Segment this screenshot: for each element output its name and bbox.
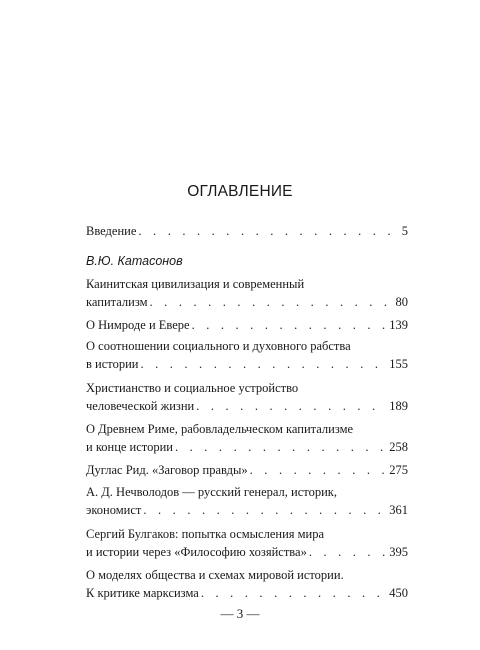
dot-leader <box>201 584 387 602</box>
toc-entry[interactable] <box>86 483 408 519</box>
toc-entry[interactable] <box>86 337 408 373</box>
toc-entry-title-line2: человеческой жизни <box>86 399 195 413</box>
toc-entry[interactable] <box>86 420 408 456</box>
toc-entry-title: О Нимроде и Евере <box>86 318 190 332</box>
toc-entry[interactable] <box>86 316 408 334</box>
toc-entry[interactable] <box>86 566 408 602</box>
toc-entry-intro[interactable] <box>86 222 408 240</box>
dot-leader <box>150 293 394 311</box>
author-name: В.Ю. Катасонов <box>86 254 183 268</box>
toc-entry-title-line2: экономист <box>86 503 142 517</box>
toc-page-number: 155 <box>389 357 408 371</box>
toc-entry-title: Введение <box>86 224 137 238</box>
toc-entry-title-line1: Сергий Булгаков: попытка осмысления мира <box>86 527 325 541</box>
toc-entry-title-line1: О моделях общества и схемах мировой истории. <box>86 568 344 582</box>
toc-entry-title: Дуглас Рид. «Заговор правды» <box>86 463 248 477</box>
toc-entry-title-line2: К критике марксизма <box>86 586 199 600</box>
toc-page-number: 258 <box>389 440 408 454</box>
toc-page-number: 189 <box>389 399 408 413</box>
toc-entry[interactable] <box>86 461 408 479</box>
toc-entry[interactable] <box>86 275 408 311</box>
toc-entry-title-line2: и конце истории <box>86 440 173 454</box>
dot-leader <box>138 222 399 240</box>
toc-page-number: 275 <box>389 463 408 477</box>
dot-leader <box>309 543 387 561</box>
toc-page-number: 5 <box>401 224 408 238</box>
dot-leader <box>140 355 387 373</box>
toc-page-number: 450 <box>389 586 408 600</box>
toc-entry-title-line1: Каинитская цивилизация и современный <box>86 277 305 291</box>
toc-entry-title-line1: Христианство и социальное устройство <box>86 381 299 395</box>
toc-entry-title-line1: О Древнем Риме, рабовладельческом капитализме <box>86 422 354 436</box>
toc-page-number: 139 <box>389 318 408 332</box>
toc-entry[interactable] <box>86 525 408 561</box>
toc-entry-title-line1: А. Д. Нечволодов — русский генерал, историк, <box>86 485 337 499</box>
page-number: — 3 — <box>220 606 260 621</box>
toc-entry-title-line2: в истории <box>86 357 139 371</box>
toc-page-number: 80 <box>395 295 408 309</box>
dot-leader <box>196 397 387 415</box>
toc-entry-title-line2: капитализм <box>86 295 148 309</box>
toc-entry-title-line2: и истории через «Философию хозяйства» <box>86 545 307 559</box>
toc-page-number: 395 <box>389 545 408 559</box>
toc-page-number: 361 <box>389 503 408 517</box>
dot-leader <box>143 501 387 519</box>
toc-heading: ОГЛАВЛЕНИЕ <box>187 183 293 200</box>
toc-entry[interactable] <box>86 379 408 415</box>
dot-leader <box>192 316 388 334</box>
toc-entry-title-line1: О соотношении социального и духовного рабства <box>86 339 351 353</box>
dot-leader <box>250 461 388 479</box>
dot-leader <box>175 438 387 456</box>
